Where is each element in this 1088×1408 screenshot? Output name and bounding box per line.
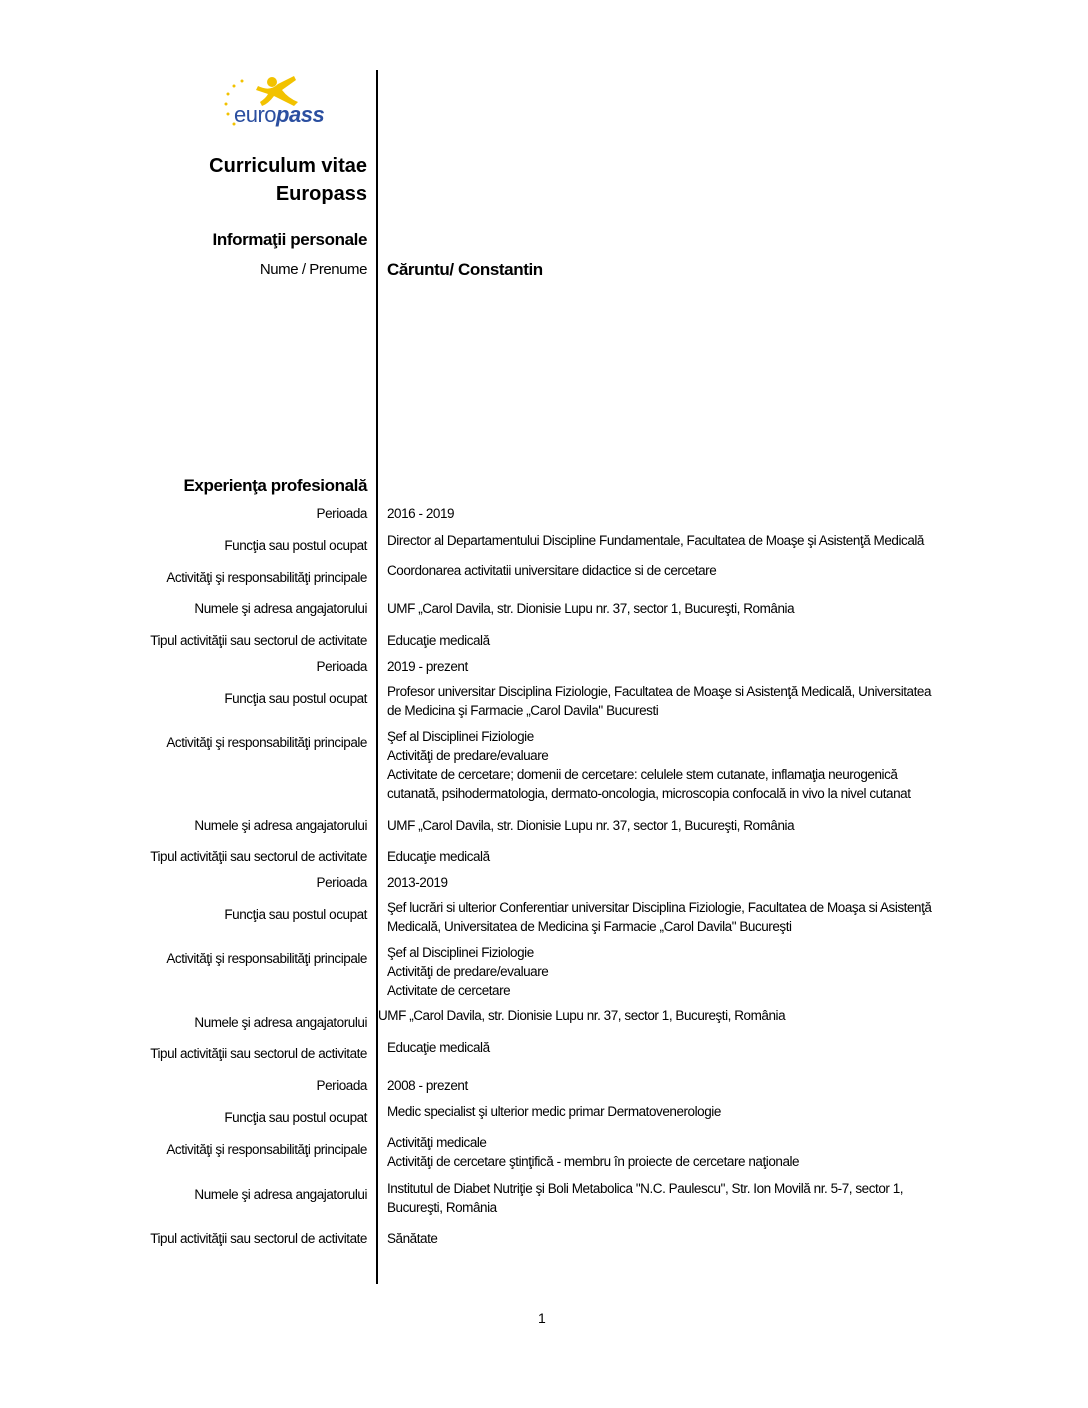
employer-value: [387, 816, 794, 835]
responsibilities-label: Activităţi şi responsabilităţi principale: [166, 735, 367, 750]
value-line: Activităţi de predare/evaluare: [387, 748, 549, 763]
sector-label: Tipul activităţii sau sectorul de activitate: [150, 1231, 367, 1246]
value-line: de Medicina şi Farmacie „Carol Davila" Bucuresti: [387, 703, 659, 718]
responsibilities-label: Activităţi şi responsabilităţi principale: [166, 570, 367, 585]
value-line: Institutul de Diabet Nutriţie şi Boli Metabolica "N.C. Paulescu", Str. Ion Movilă nr. 5-7, sector 1,: [387, 1181, 904, 1196]
position-label: Funcţia sau postul ocupat: [224, 691, 367, 706]
position-value: [387, 898, 931, 936]
value-line: 2008 - prezent: [387, 1078, 468, 1093]
name-value: Căruntu/ Constantin: [387, 260, 543, 279]
employer-label: Numele şi adresa angajatorului: [194, 1015, 367, 1030]
responsibilities-label: Activităţi şi responsabilităţi principale: [166, 951, 367, 966]
employer-label: Numele şi adresa angajatorului: [194, 1187, 367, 1202]
value-line: Director al Departamentului Discipline Fundamentale, Facultatea de Moaşe şi Asistenţă Medicală: [387, 533, 924, 548]
value-line: Educaţie medicală: [387, 849, 490, 864]
experience-heading: Experienţa profesională: [183, 476, 367, 495]
value-line: Educaţie medicală: [387, 1040, 490, 1055]
value-line: Profesor universitar Disciplina Fiziologie, Facultatea de Moaşe si Asistenţă Medicală, Universitatea: [387, 684, 932, 699]
value-line: Activităţi de predare/evaluare: [387, 964, 549, 979]
value-line: Educaţie medicală: [387, 633, 490, 648]
employer-value: [387, 599, 794, 618]
value-line: 2016 - 2019: [387, 506, 455, 521]
period-value: [387, 657, 468, 676]
period-label: Perioada: [316, 1078, 367, 1093]
value-line: 2019 - prezent: [387, 659, 468, 674]
value-line: Bucureşti, România: [387, 1200, 497, 1215]
value-line: UMF „Carol Davila, str. Dionisie Lupu nr. 37, sector 1, Bucureşti, România: [387, 818, 795, 833]
responsibilities-value: [387, 1133, 799, 1171]
sector-label: Tipul activităţii sau sectorul de activitate: [150, 849, 367, 864]
sector-label: Tipul activităţii sau sectorul de activitate: [150, 1046, 367, 1061]
europass-logo: [218, 72, 338, 136]
period-value: [387, 873, 448, 892]
position-label: Funcţia sau postul ocupat: [224, 538, 367, 553]
value-line: cutanată, psihodermatologia, dermato-oncologia, microscopia confocală in vivo la nivel cutanat: [387, 786, 911, 801]
value-line: Medic specialist şi ulterior medic primar Dermatovenerologie: [387, 1104, 721, 1119]
sector-value: [387, 847, 490, 866]
period-label: Perioada: [316, 659, 367, 674]
name-label: Nume / Prenume: [259, 261, 367, 278]
column-divider: [376, 70, 378, 1284]
sector-label: Tipul activităţii sau sectorul de activitate: [150, 633, 367, 648]
responsibilities-value: [387, 943, 548, 1000]
value-line: Sănătate: [387, 1231, 438, 1246]
period-value: [387, 1076, 468, 1095]
position-label: Funcţia sau postul ocupat: [224, 1110, 367, 1125]
period-value: [387, 504, 454, 523]
responsibilities-value: [387, 561, 716, 580]
page-number: 1: [538, 1310, 546, 1326]
employer-value: [378, 1006, 785, 1025]
employer-value: [387, 1179, 903, 1217]
value-line: Medicală, Universitatea de Medicina şi Farmacie „Carol Davila" Bucureşti: [387, 919, 792, 934]
sector-value: [387, 631, 490, 650]
value-line: Şef al Disciplinei Fiziologie: [387, 945, 534, 960]
value-line: 2013-2019: [387, 875, 448, 890]
sector-value: [387, 1229, 437, 1248]
position-value: [387, 682, 931, 720]
responsibilities-label: Activităţi şi responsabilităţi principale: [166, 1142, 367, 1157]
europass-wordmark: europass: [234, 102, 325, 127]
cv-title: Curriculum vitae Europass: [209, 155, 367, 205]
value-line: UMF „Carol Davila, str. Dionisie Lupu nr. 37, sector 1, Bucureşti, România: [378, 1008, 786, 1023]
employer-label: Numele şi adresa angajatorului: [194, 601, 367, 616]
value-line: Coordonarea activitatii universitare didactice si de cercetare: [387, 563, 717, 578]
value-line: Şef al Disciplinei Fiziologie: [387, 729, 534, 744]
value-line: Activitate de cercetare: [387, 983, 511, 998]
value-line: Activităţi medicale: [387, 1135, 487, 1150]
position-label: Funcţia sau postul ocupat: [224, 907, 367, 922]
value-line: Şef lucrări si ulterior Conferentiar universitar Disciplina Fiziologie, Facultatea de Moaşa si Asistenţă: [387, 900, 932, 915]
value-line: Activitate de cercetare; domenii de cercetare: celulele stem cutanate, inflamaţia neurogenică: [387, 767, 898, 782]
employer-label: Numele şi adresa angajatorului: [194, 818, 367, 833]
value-line: Activităţi de cercetare ştinţifică - membru în proiecte de cercetare naţionale: [387, 1154, 800, 1169]
position-value: [387, 531, 924, 550]
personal-info-heading: Informaţii personale: [212, 230, 367, 249]
value-line: UMF „Carol Davila, str. Dionisie Lupu nr. 37, sector 1, Bucureşti, România: [387, 601, 795, 616]
period-label: Perioada: [316, 506, 367, 521]
responsibilities-value: [387, 727, 911, 803]
position-value: [387, 1102, 721, 1121]
period-label: Perioada: [316, 875, 367, 890]
sector-value: [387, 1038, 490, 1057]
